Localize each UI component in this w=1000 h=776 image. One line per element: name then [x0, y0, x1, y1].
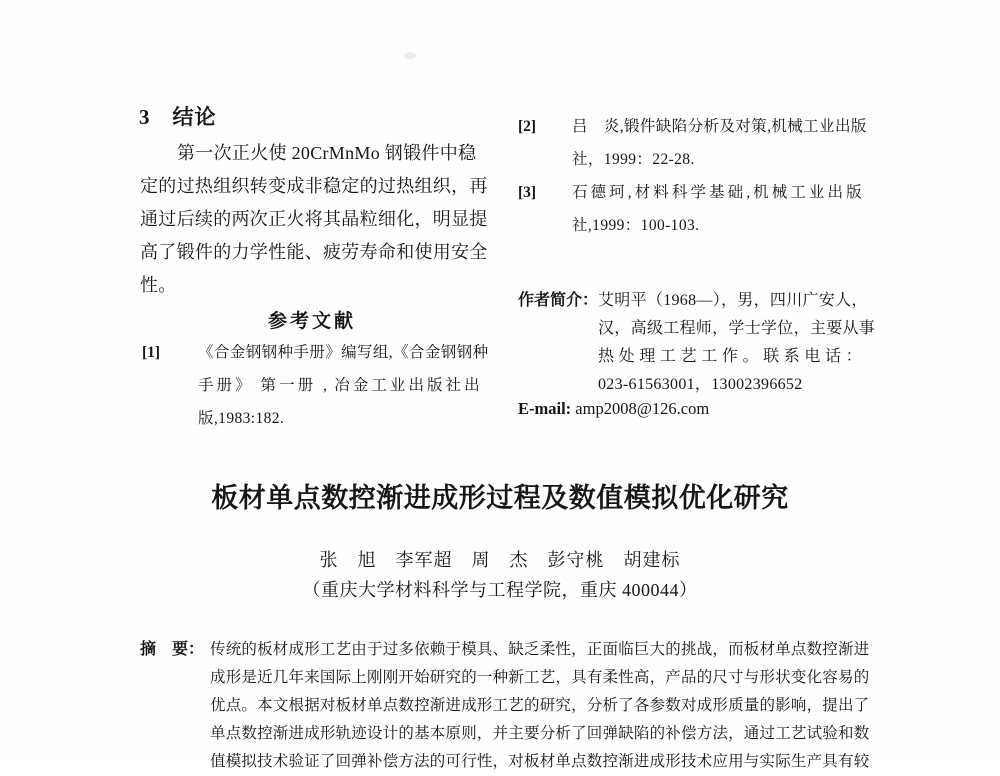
reference-line: 《合金钢钢种手册》编写组,《合金钢钢种 [198, 344, 489, 361]
author-bio-line: 热处理工艺工作。联系电话： [598, 348, 862, 365]
reference-item-3 [518, 176, 862, 243]
reference-item-2 [518, 110, 867, 177]
reference-marker: [3] [518, 184, 537, 201]
conclusion-paragraph [140, 137, 488, 302]
reference-marker: [1] [142, 344, 161, 361]
reference-line: 吕 炎,锻件缺陷分析及对策,机械工业出版 [572, 118, 867, 135]
author-bio-line: 汉，高级工程师，学士学位，主要从事 [598, 320, 876, 337]
email-line [518, 398, 709, 420]
abstract-label: 摘 要： [140, 641, 205, 658]
author-bio-line: 023-61563001，13002396652 [598, 376, 803, 393]
author-bio-label: 作者简介： [518, 292, 599, 309]
abstract-line: 成形是近几年来国际上刚刚开始研究的一种新工艺，具有柔性高，产品的尺寸与形状变化容易的 [210, 669, 870, 686]
abstract-line: 传统的板材成形工艺由于过多依赖于模具、缺乏柔性，正面临巨大的挑战，而板材单点数控渐进 [210, 641, 870, 658]
abstract-paragraph [210, 636, 880, 776]
author-bio [598, 287, 876, 399]
email-value: amp2008@126.com [575, 399, 710, 418]
reference-line: 手册》 第一册 , 冶金工业出版社出 [198, 377, 480, 394]
email-label: E-mail: [518, 399, 572, 418]
abstract-line: 值模拟技术验证了回弹补偿方法的可行性，对板材单点数控渐进成形技术应用与实际生产具有较 [210, 753, 870, 770]
paragraph-line: 高了锻件的力学性能、疲劳寿命和使用安全 [140, 242, 488, 262]
reference-line: 社,1999：100-103. [572, 217, 700, 234]
references-heading: 参考文献 [267, 311, 356, 332]
paragraph-line: 定的过热组织转变成非稳定的过热组织，再 [140, 176, 488, 196]
article-affiliation: （重庆大学材料科学与工程学院，重庆 400044） [302, 580, 698, 600]
reference-line: 版,1983:182. [198, 410, 285, 427]
conclusion-heading: 3 结论 [139, 105, 217, 129]
paragraph-line: 性。 [140, 275, 177, 295]
reference-line: 社，1999：22-28. [572, 151, 695, 168]
paragraph-line: 第一次正火使 20CrMnMo 钢锻件中稳 [177, 143, 477, 163]
article-title: 板材单点数控渐进成形过程及数值模拟优化研究 [211, 483, 789, 513]
paragraph-line: 通过后续的两次正火将其晶粒细化，明显提 [140, 209, 488, 229]
abstract-line: 单点数控渐进成形轨迹设计的基本原则，并主要分析了回弹缺陷的补偿方法，通过工艺试验和数 [210, 725, 870, 742]
article-authors: 张 旭 李军超 周 杰 彭守桃 胡建标 [319, 550, 681, 570]
author-bio-line: 艾明平（1968—），男，四川广安人， [598, 292, 868, 309]
abstract-line: 优点。本文根据对板材单点数控渐进成形工艺的研究，分析了各参数对成形质量的影响，提出了 [210, 697, 870, 714]
scan-smudge [404, 52, 416, 59]
reference-marker: [2] [518, 118, 537, 135]
reference-item-1 [142, 336, 489, 436]
reference-line: 石德珂,材料科学基础,机械工业出版 [572, 184, 862, 201]
